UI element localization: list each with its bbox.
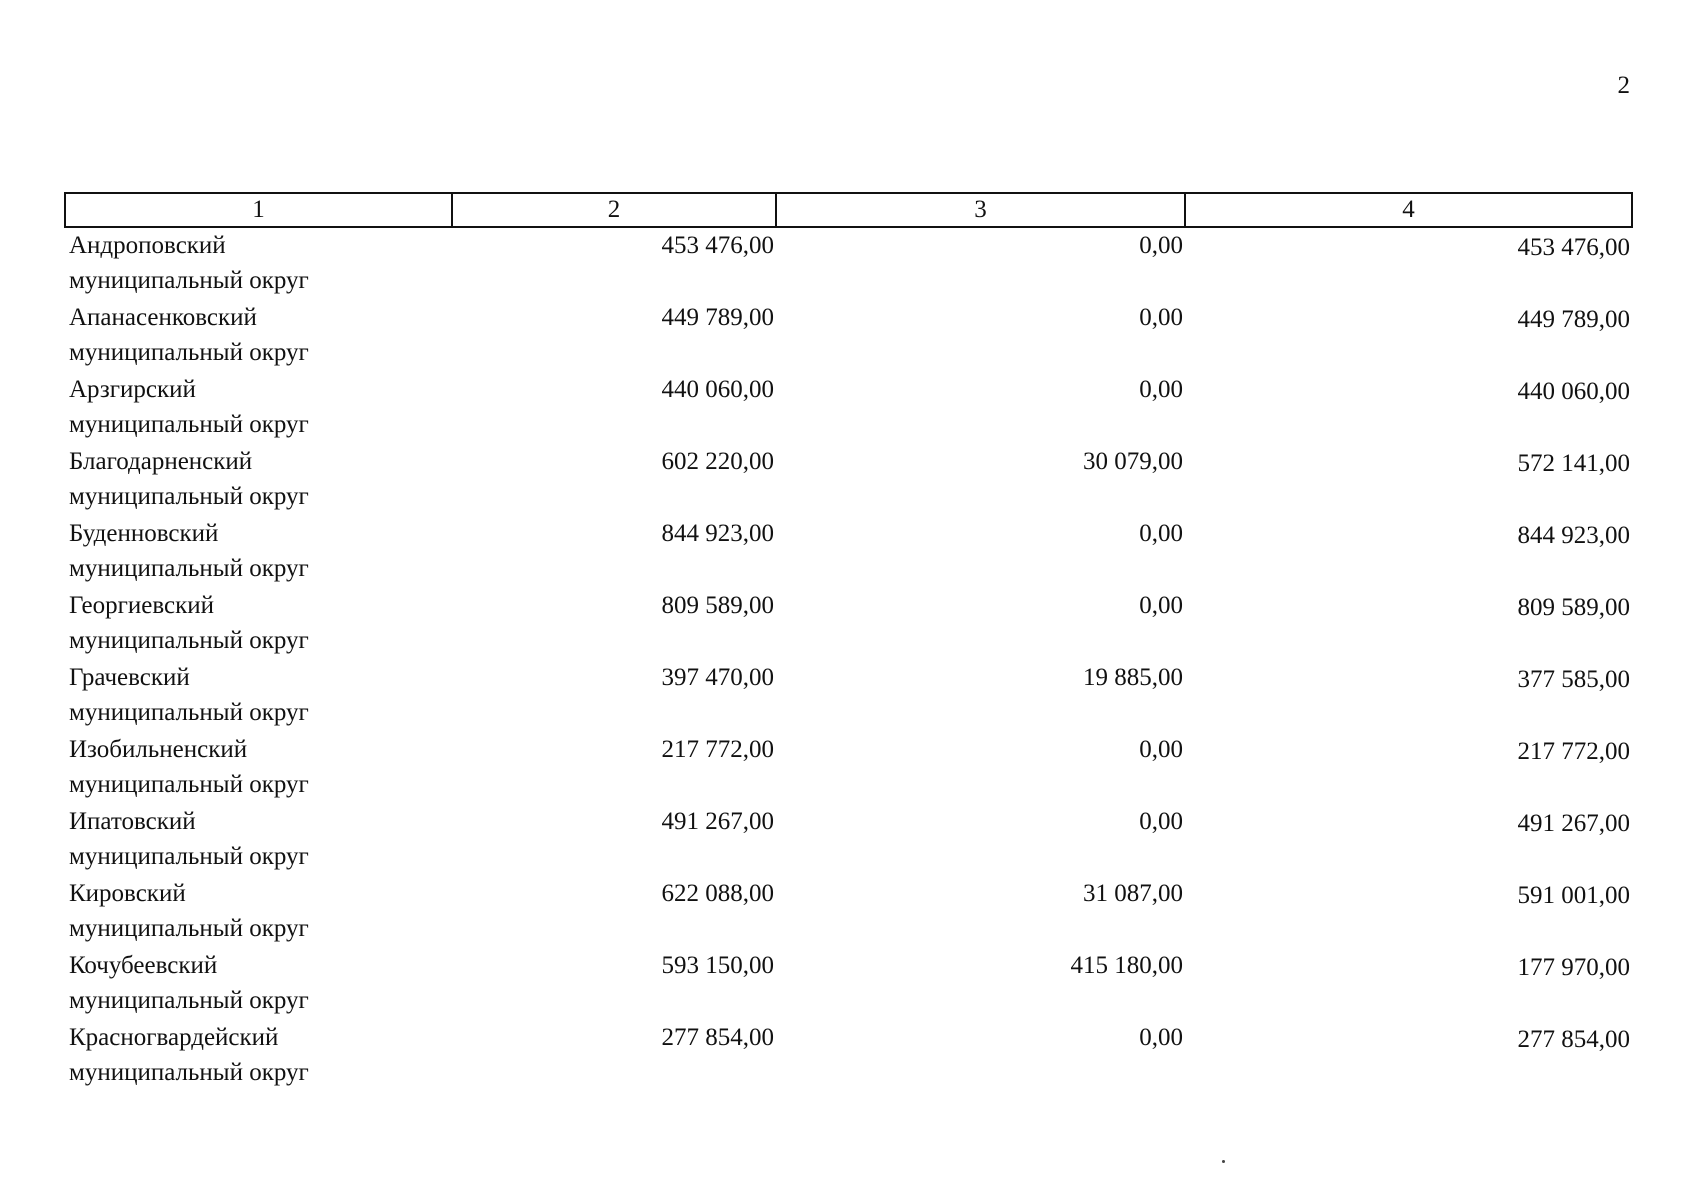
- value-col-4: 844 923,00: [1517, 522, 1630, 549]
- district-name-line1: Кировский: [69, 880, 186, 907]
- table-row: [65, 732, 1632, 804]
- table-row: [65, 227, 1632, 300]
- value-col-3: 0,00: [1139, 592, 1183, 619]
- budget-table: [64, 192, 1633, 1092]
- value-col-3: 0,00: [1139, 808, 1183, 835]
- district-name-line2: муниципальный округ: [69, 699, 309, 726]
- page-number: 2: [1617, 72, 1630, 99]
- value-col-3: 0,00: [1139, 520, 1183, 547]
- table-row: [65, 948, 1632, 1020]
- district-name-line1: Апанасенковский: [69, 304, 257, 331]
- district-name-line2: муниципальный округ: [69, 771, 309, 798]
- value-col-4: 440 060,00: [1517, 378, 1630, 405]
- header-col-1: 1: [65, 193, 452, 227]
- district-name-line1: Арзгирский: [69, 376, 196, 403]
- district-name-line2: муниципальный округ: [69, 843, 309, 870]
- value-col-3: 30 079,00: [1083, 448, 1183, 475]
- value-col-3: 0,00: [1139, 1024, 1183, 1051]
- value-col-4: 177 970,00: [1517, 954, 1630, 981]
- district-name-line2: муниципальный округ: [69, 915, 309, 942]
- header-col-2: 2: [452, 193, 776, 227]
- district-name-line1: Благодарненский: [69, 448, 253, 475]
- value-col-2: 397 470,00: [661, 664, 774, 691]
- table-row: [65, 876, 1632, 948]
- value-col-4: 377 585,00: [1517, 666, 1630, 693]
- table-row: [65, 588, 1632, 660]
- district-name: [65, 372, 452, 444]
- table-row: [65, 1020, 1632, 1092]
- district-name: [65, 660, 452, 732]
- value-col-3: 0,00: [1139, 736, 1183, 763]
- table-row: [65, 804, 1632, 876]
- table-row: [65, 660, 1632, 732]
- value-col-2: 277 854,00: [661, 1024, 774, 1051]
- value-col-2: 602 220,00: [661, 448, 774, 475]
- district-name-line2: муниципальный округ: [69, 627, 309, 654]
- value-col-2: 440 060,00: [661, 376, 774, 403]
- value-col-4: 449 789,00: [1517, 306, 1630, 333]
- district-name-line2: муниципальный округ: [69, 411, 309, 438]
- district-name-line1: Георгиевский: [69, 592, 215, 619]
- header-col-3: 3: [776, 193, 1185, 227]
- value-col-4: 491 267,00: [1517, 810, 1630, 837]
- district-name-line2: муниципальный округ: [69, 555, 309, 582]
- district-name-line1: Грачевский: [69, 664, 190, 691]
- value-col-2: 593 150,00: [661, 952, 774, 979]
- district-name-line1: Буденновский: [69, 520, 219, 547]
- district-name-line1: Кочубеевский: [69, 952, 218, 979]
- table-row: [65, 300, 1632, 372]
- value-col-4: 809 589,00: [1517, 594, 1630, 621]
- header-row: [65, 193, 1632, 227]
- district-name: [65, 732, 452, 804]
- value-col-2: 449 789,00: [661, 304, 774, 331]
- district-name-line2: муниципальный округ: [69, 339, 309, 366]
- value-col-2: 453 476,00: [661, 232, 774, 259]
- value-col-4: 217 772,00: [1517, 738, 1630, 765]
- value-col-4: 453 476,00: [1517, 234, 1630, 261]
- district-name-line2: муниципальный округ: [69, 1059, 309, 1086]
- value-col-3: 0,00: [1139, 232, 1183, 259]
- district-name-line1: Красногвардейский: [69, 1024, 279, 1051]
- district-name-line1: Андроповский: [69, 232, 226, 259]
- value-col-3: 0,00: [1139, 304, 1183, 331]
- value-col-3: 19 885,00: [1083, 664, 1183, 691]
- value-col-3: 31 087,00: [1083, 880, 1183, 907]
- table-header: [65, 193, 1632, 227]
- district-name-line2: муниципальный округ: [69, 267, 309, 294]
- value-col-2: 622 088,00: [661, 880, 774, 907]
- value-col-2: 491 267,00: [661, 808, 774, 835]
- district-name: [65, 804, 452, 876]
- header-col-4: 4: [1185, 193, 1632, 227]
- value-col-3: 0,00: [1139, 376, 1183, 403]
- district-name: [65, 300, 452, 372]
- district-name-line1: Ипатовский: [69, 808, 196, 835]
- table-row: [65, 372, 1632, 444]
- district-name-line2: муниципальный округ: [69, 483, 309, 510]
- scan-speck: [1222, 1160, 1225, 1163]
- district-name: [65, 948, 452, 1020]
- value-col-4: 277 854,00: [1517, 1026, 1630, 1053]
- district-name: [65, 227, 452, 300]
- district-name-line1: Изобильненский: [69, 736, 248, 763]
- district-name: [65, 444, 452, 516]
- table-row: [65, 444, 1632, 516]
- district-name: [65, 588, 452, 660]
- district-name-line2: муниципальный округ: [69, 987, 309, 1014]
- table-row: [65, 516, 1632, 588]
- value-col-4: 572 141,00: [1517, 450, 1630, 477]
- value-col-2: 217 772,00: [661, 736, 774, 763]
- district-name: [65, 876, 452, 948]
- value-col-2: 809 589,00: [661, 592, 774, 619]
- value-col-2: 844 923,00: [661, 520, 774, 547]
- value-col-4: 591 001,00: [1517, 882, 1630, 909]
- value-col-3: 415 180,00: [1070, 952, 1183, 979]
- district-name: [65, 516, 452, 588]
- district-name: [65, 1020, 452, 1092]
- table-body: [65, 227, 1632, 1092]
